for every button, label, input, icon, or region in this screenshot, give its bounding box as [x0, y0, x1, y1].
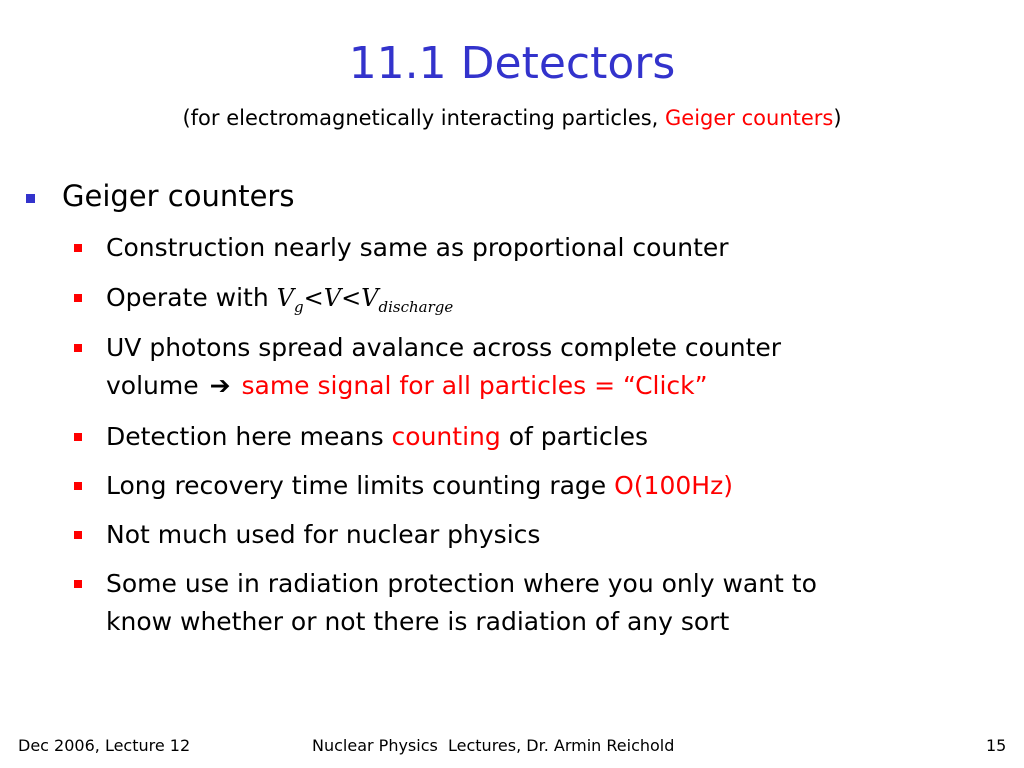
item-line1: UV photons spread avalance across complete counter: [106, 333, 782, 362]
bullet-icon: [74, 580, 82, 588]
list-item: [106, 565, 986, 641]
item-line1: Some use in radiation protection where you only want to: [106, 569, 817, 598]
list-item: [106, 418, 986, 456]
level1-bullet-icon: [26, 194, 35, 203]
math-lt: <: [303, 284, 324, 312]
item-line2: know whether or not there is radiation of any sort: [106, 607, 730, 636]
subtitle-open-paren: (: [182, 106, 191, 130]
item-text: Operate with: [106, 283, 277, 312]
subtitle-text: for electromagnetically interacting particles,: [190, 106, 666, 130]
list-item: [106, 229, 986, 267]
item-highlight: same signal for all particles = “Click”: [241, 371, 708, 400]
bullet-icon: [74, 294, 82, 302]
list-item: [106, 279, 986, 326]
math-v: V: [276, 284, 294, 312]
math-lt2: <: [341, 284, 362, 312]
item-text: Not much used for nuclear physics: [106, 520, 541, 549]
list-item: [106, 467, 986, 505]
bullet-icon: [74, 482, 82, 490]
bullet-icon: [74, 244, 82, 252]
math-sub-discharge: discharge: [378, 298, 454, 316]
slide-title: 11.1 Detectors: [348, 38, 676, 89]
footer-course-author: Nuclear Physics Lectures, Dr. Armin Reichold: [312, 736, 675, 755]
item-highlight: counting: [391, 422, 501, 451]
list-item: [106, 516, 986, 554]
subtitle-highlight: Geiger counters: [665, 106, 834, 130]
item-text: Construction nearly same as proportional counter: [106, 233, 729, 262]
bullet-icon: [74, 433, 82, 441]
item-line2-prefix: volume: [106, 371, 207, 400]
bullet-icon: [74, 344, 82, 352]
list-item: [106, 329, 986, 405]
subtitle-close-paren: ): [833, 106, 842, 130]
heading-bullet: Geiger counters: [62, 179, 295, 213]
footer-date-lecture: Dec 2006, Lecture 12: [18, 736, 191, 755]
math-v3: V: [361, 284, 379, 312]
slide-subtitle: [0, 103, 1024, 133]
bullet-icon: [74, 531, 82, 539]
item-prefix: Long recovery time limits counting rage: [106, 471, 615, 500]
footer-page-number: 15: [986, 736, 1007, 755]
voltage-formula: [276, 284, 454, 316]
item-highlight: O(100Hz): [614, 471, 733, 500]
item-suffix: of particles: [500, 422, 649, 451]
math-v2: V: [323, 284, 342, 312]
right-arrow-icon: ➔: [209, 371, 231, 400]
math-sub-g: g: [294, 298, 304, 316]
item-prefix: Detection here means: [106, 422, 392, 451]
